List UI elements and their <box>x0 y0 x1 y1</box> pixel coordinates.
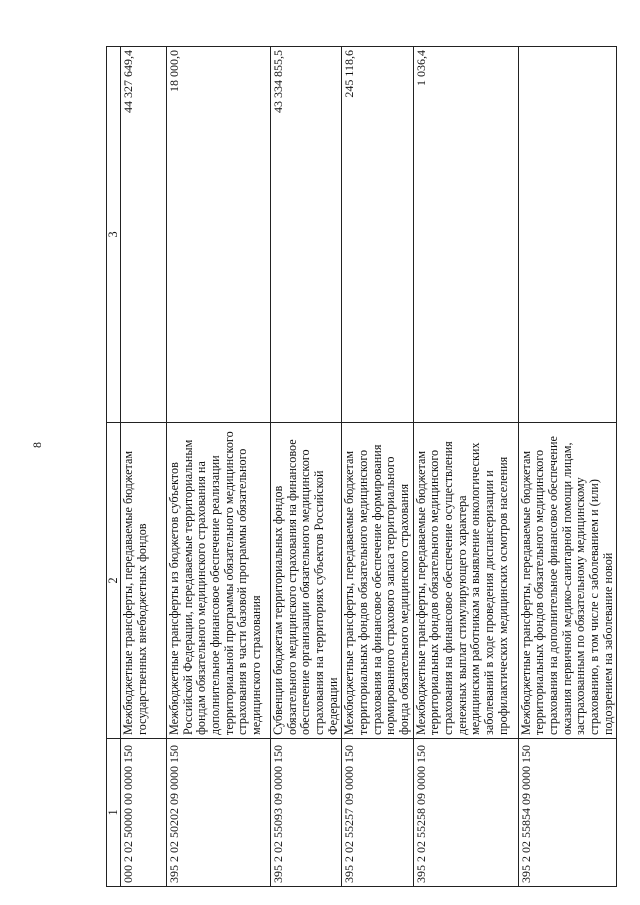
budget-code-cell: 395 2 02 55854 09 0000 150 <box>518 739 617 887</box>
budget-code-cell: 395 2 02 55258 09 0000 150 <box>413 739 518 887</box>
budget-code-cell: 000 2 02 50000 00 0000 150 <box>121 739 167 887</box>
amount-cell: 44 327 649,4 <box>121 47 167 423</box>
amount-cell <box>518 47 617 423</box>
description-cell: Межбюджетные трансферты, передаваемые бюджетам государственных внебюджетных фондов <box>121 423 167 739</box>
column-header-2: 2 <box>107 423 121 739</box>
table-row <box>167 47 271 887</box>
description-cell: Межбюджетные трансферты, передаваемые бюджетам территориальных фондов обязательного медицинского страхования на финансовое обеспечение формирования нормированного страхового запаса территориального фонда обязательного медицинского страхования <box>342 423 413 739</box>
budget-code-cell: 395 2 02 55093 09 0000 150 <box>271 739 342 887</box>
description-cell: Субвенции бюджетам территориальных фондов обязательного медицинского страхования на финансовое обеспечение организации обязательного медицинского страхования на территориях субъектов Российской Федерации <box>271 423 342 739</box>
description-cell: Межбюджетные трансферты из бюджетов субъектов Российской Федерации, передаваемые территориальным фондам обязательного медицинского страхования на дополнительное финансовое обеспечение реализации территориальной программы обязательного медицинского страхования в части базовой программы обязательного медицинского страхования <box>167 423 271 739</box>
amount-cell: 18 000,0 <box>167 47 271 423</box>
amount-cell: 43 334 855,5 <box>271 47 342 423</box>
amount-cell: 1 036,4 <box>413 47 518 423</box>
description-cell: Межбюджетные трансферты, передаваемые бюджетам территориальных фондов обязательного медицинского страхования на финансовое обеспечение осуществления денежных выплат стимулирующего характера медицинским работникам за выявление онкологических заболеваний в ходе проведения диспансеризации и профилактических медицинских осмотров населения <box>413 423 518 739</box>
table-row <box>121 47 167 887</box>
table-header-row <box>107 47 121 887</box>
table-row <box>413 47 518 887</box>
amount-cell: 245 118,6 <box>342 47 413 423</box>
rotated-page-content <box>106 47 615 887</box>
table-row <box>342 47 413 887</box>
description-cell: Межбюджетные трансферты, передаваемые бюджетам территориальных фондов обязательного медицинского страхования на дополнительное финансовое обеспечение оказания первичной медико-санитарной помощи лицам, застрахованным по обязательному медицинскому страхованию, в том числе с заболеванием и (или) подозрением на заболевание новой <box>518 423 617 739</box>
column-header-3: 3 <box>107 47 121 423</box>
table-row <box>518 47 617 887</box>
page-number: 8 <box>30 442 44 448</box>
table-row <box>271 47 342 887</box>
budget-code-cell: 395 2 02 50202 09 0000 150 <box>167 739 271 887</box>
budget-table <box>106 46 617 887</box>
budget-code-cell: 395 2 02 55257 09 0000 150 <box>342 739 413 887</box>
column-header-1: 1 <box>107 739 121 887</box>
